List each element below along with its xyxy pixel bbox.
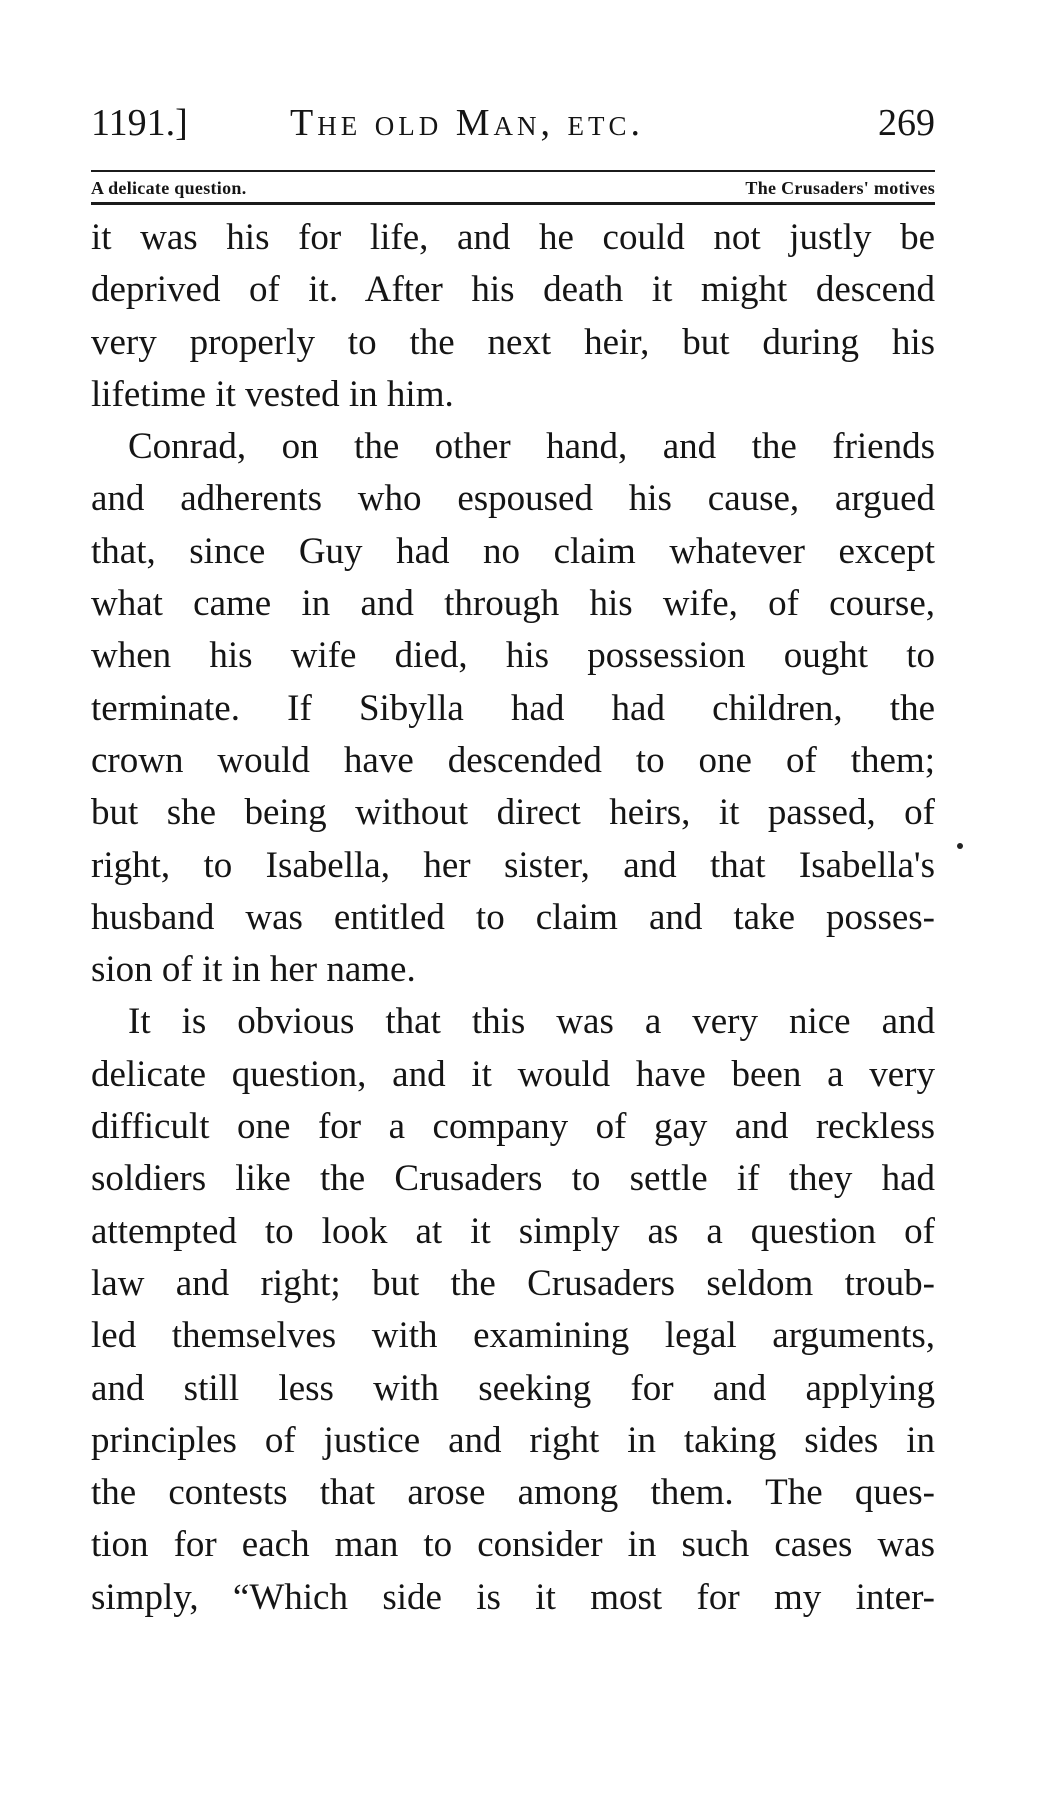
text-line: and adherents who espoused his cause, argued bbox=[91, 478, 935, 520]
text-line: and still less with seeking for and applying bbox=[91, 1367, 935, 1409]
text-line: sion of it in her name. bbox=[91, 949, 416, 991]
page-number: 269 bbox=[878, 102, 935, 144]
text-line: delicate question, and it would have been a very bbox=[91, 1053, 935, 1095]
subhead-right: The Crusaders' motives bbox=[745, 178, 935, 198]
text-line: it was his for life, and he could not justly be bbox=[91, 217, 935, 258]
text-line: but she being without direct heirs, it passed, of bbox=[91, 792, 935, 834]
text-line: led themselves with examining legal arguments, bbox=[91, 1315, 935, 1357]
running-head-year: 1191.] bbox=[91, 102, 188, 144]
subhead-left: A delicate question. bbox=[91, 178, 247, 198]
text-line: that, since Guy had no claim whatever except bbox=[91, 530, 935, 572]
text-line: attempted to look at it simply as a question of bbox=[91, 1210, 935, 1252]
text-line: deprived of it. After his death it might descend bbox=[91, 269, 935, 311]
subheads bbox=[91, 175, 935, 201]
text-line: husband was entitled to claim and take posses- bbox=[91, 896, 935, 938]
text-line: tion for each man to consider in such cases was bbox=[91, 1524, 935, 1566]
text-line: very properly to the next heir, but during his bbox=[91, 321, 935, 363]
body-text bbox=[91, 212, 935, 1624]
text-line: difficult one for a company of gay and reckless bbox=[91, 1106, 935, 1148]
text-line: lifetime it vested in him. bbox=[91, 373, 454, 415]
running-head-title: The old Man, etc. bbox=[290, 102, 644, 144]
text-line: principles of justice and right in taking sides in bbox=[91, 1419, 935, 1461]
text-line: what came in and through his wife, of course, bbox=[91, 583, 935, 625]
text-line: Conrad, on the other hand, and the friends bbox=[128, 426, 935, 468]
text-line: crown would have descended to one of them; bbox=[91, 739, 935, 781]
text-line: law and right; but the Crusaders seldom troub- bbox=[91, 1262, 935, 1304]
text-line: soldiers like the Crusaders to settle if they had bbox=[91, 1158, 935, 1200]
text-line: the contests that arose among them. The ques- bbox=[91, 1472, 935, 1514]
running-head bbox=[91, 98, 935, 148]
book-page bbox=[91, 98, 935, 1618]
text-line: It is obvious that this was a very nice and bbox=[128, 1001, 935, 1043]
text-line: right, to Isabella, her sister, and that Isabella's bbox=[91, 844, 935, 886]
text-line: simply, “Which side is it most for my inter- bbox=[91, 1576, 935, 1618]
header-rule-top bbox=[91, 170, 935, 172]
text-line: when his wife died, his possession ought to bbox=[91, 635, 935, 677]
ink-speck bbox=[957, 843, 963, 849]
header-rule-bottom bbox=[91, 202, 935, 205]
text-line: terminate. If Sibylla had had children, the bbox=[91, 687, 935, 729]
